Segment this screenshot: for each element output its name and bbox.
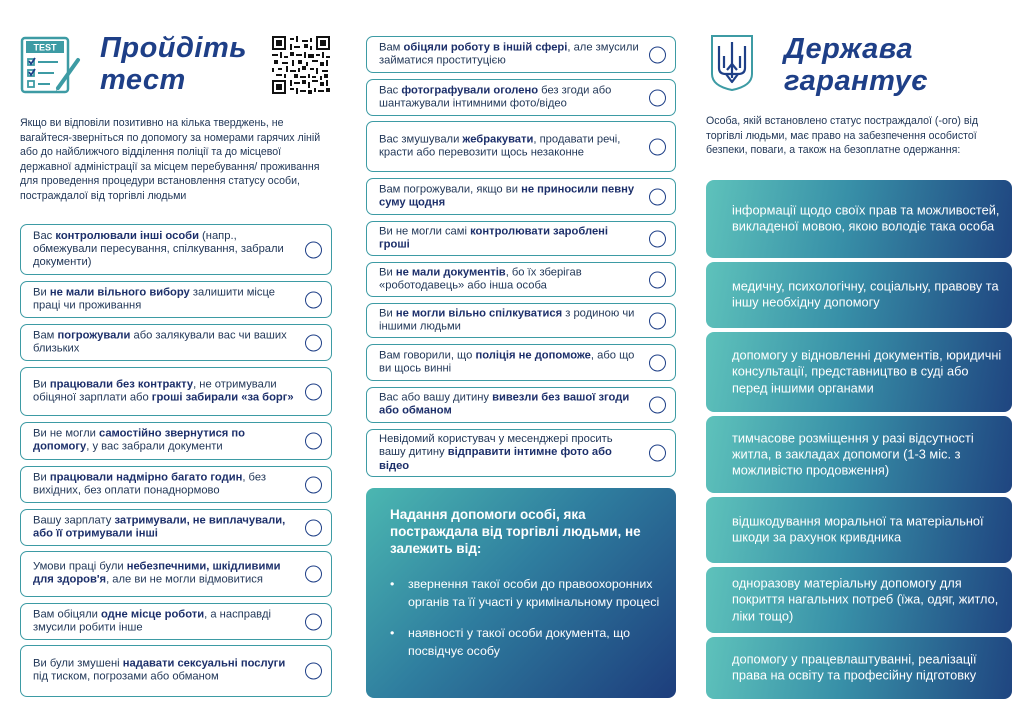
question-segment: Вас [379, 84, 402, 97]
question-text [33, 514, 295, 541]
qr-code-icon[interactable] [272, 36, 330, 94]
guarantee-text: інформації щодо своїх прав та можливостей, викладеної мовою, якою володіє така особа [732, 202, 1000, 234]
answer-checkbox[interactable] [649, 89, 666, 106]
question-emphasis: гроші забирали «за борг» [151, 391, 294, 404]
question-item[interactable] [366, 303, 676, 338]
test-title [100, 32, 247, 96]
question-text [379, 307, 641, 334]
question-item[interactable] [20, 645, 332, 697]
question-emphasis: самостійно звернутися по допомогу [33, 427, 246, 453]
question-item[interactable] [20, 324, 332, 361]
question-emphasis: обіцяли роботу в іншій сфері [403, 41, 568, 54]
question-segment: Ви не могли [33, 427, 99, 440]
panel-item-text: звернення такої особи до правоохоронних органів та її участі у кримінальному процесі [408, 577, 660, 609]
question-text [33, 561, 295, 588]
question-segment: , у вас забрали документи [86, 441, 223, 453]
question-item[interactable] [366, 79, 676, 116]
answer-checkbox[interactable] [305, 291, 322, 308]
answer-checkbox[interactable] [649, 312, 666, 329]
question-item[interactable] [366, 36, 676, 73]
guarantee-text: допомогу у відновленні документів, юридичні консультації, представництво в суді або перед іншими органами [732, 347, 1002, 396]
guarantee-item [706, 416, 1012, 493]
question-segment: Ви не могли самі [379, 225, 471, 238]
question-segment: , або що ви щось винні [379, 349, 635, 375]
question-text [33, 229, 295, 269]
question-emphasis: не мали вільного вибору [49, 286, 190, 299]
question-segment: Вам [33, 329, 58, 342]
question-text [33, 471, 295, 498]
question-emphasis: відправити інтимне фото або відео [379, 446, 612, 472]
question-text [33, 286, 295, 313]
test-intro: Якщо ви відповіли позитивно на кілька тверджень, не вагайтеся-зверніться по допомогу за номерами гарячих ліній або до найближчого відділення поліції та до місцевої державної адміністрації за місцем перебування/ проживання для проведення процедури встановлення статусу особи, постраждалої від торгівлі людьми [20, 117, 321, 202]
bullet-icon: • [390, 577, 395, 591]
question-segment: Ви [379, 266, 396, 279]
question-segment: Ви були змушені [33, 657, 123, 670]
question-text [33, 329, 295, 356]
question-text [33, 608, 295, 635]
guarantee-text: медичну, психологічну, соціальну, правову та іншу необхідну допомогу [732, 278, 999, 310]
panel-item-text: наявності у такої особи документа, що посвідчує особу [408, 626, 631, 658]
question-text [379, 84, 641, 111]
panel-list-item [388, 625, 668, 660]
question-segment: , не отримували обіцяної зарплати або [33, 378, 277, 404]
question-emphasis: не мали документів [395, 266, 506, 279]
answer-checkbox[interactable] [305, 433, 322, 450]
question-emphasis: контролювали інші особи [55, 229, 199, 242]
test-icon-label: TEST [33, 42, 57, 53]
question-text [379, 183, 641, 210]
answer-checkbox[interactable] [305, 241, 322, 258]
question-segment: , без вихідних, без оплати понаднормово [33, 471, 266, 497]
question-segment: залишити місце праці чи проживання [33, 286, 275, 312]
panel-list [388, 576, 668, 674]
answer-checkbox[interactable] [305, 334, 322, 351]
question-text [379, 266, 641, 293]
answer-checkbox[interactable] [649, 271, 666, 288]
guarantee-text: тимчасове розміщення у разі відсутності житла, в закладах допомоги (1-3 міс. з можливістю продовження) [732, 429, 974, 478]
question-item[interactable] [20, 509, 332, 546]
question-item[interactable] [20, 551, 332, 597]
answer-checkbox[interactable] [649, 445, 666, 462]
guarantees-title [784, 33, 928, 97]
question-text [33, 658, 295, 685]
question-segment: Вас або вашу дитину [379, 391, 493, 404]
question-item[interactable] [20, 281, 332, 318]
bullet-icon: • [390, 626, 395, 640]
question-segment: , а насправді змусили робити інше [33, 608, 272, 634]
guarantee-item [706, 332, 1012, 412]
question-emphasis: надавати сексуальні послуги [122, 657, 286, 670]
guarantees-title-line1: Держава [784, 33, 914, 65]
question-segment: з родиною чи іншими людьми [379, 307, 635, 333]
answer-checkbox[interactable] [649, 397, 666, 414]
test-checklist-icon [20, 36, 82, 94]
ukraine-trident-icon [710, 34, 754, 92]
question-emphasis: погрожували [57, 329, 131, 342]
question-segment: Вам погрожували, якщо ви [379, 183, 522, 196]
question-segment: , але ви не могли відмовитися [106, 574, 263, 586]
guarantees-title-line2: гарантує [784, 65, 929, 97]
question-emphasis: працювали надмірно багато годин [49, 471, 243, 484]
guarantee-item [706, 497, 1012, 563]
question-item[interactable] [20, 367, 332, 416]
question-emphasis: не приносили певну суму щодня [379, 183, 635, 209]
question-text [379, 392, 641, 419]
test-title-line2: тест [100, 64, 186, 96]
answer-checkbox[interactable] [305, 383, 322, 400]
question-item[interactable] [366, 344, 676, 381]
question-segment: без згоди або шантажували інтимними фото/відео [379, 84, 612, 110]
help-independence-panel [366, 488, 676, 698]
question-text [33, 428, 295, 455]
guarantees-intro: Особа, якій встановлено статус постраждалої (-ого) від торгівлі людьми, має право на забезпечення особистої безпеки, поваги, а також на безоплатне одержання: [706, 115, 979, 157]
question-text [379, 349, 641, 376]
question-segment: Вам обіцяли [33, 608, 101, 621]
answer-checkbox[interactable] [305, 519, 322, 536]
guarantee-text: одноразову матеріальну допомогу для покриття нагальних потреб (їжа, одяг, житло, ліки тощо) [732, 575, 999, 624]
guarantee-item [706, 262, 1012, 328]
question-segment: або залякували вас чи ваших близьких [33, 329, 287, 355]
question-text [379, 133, 641, 160]
answer-checkbox[interactable] [305, 663, 322, 680]
question-emphasis: вивезли без вашої згоди або обманом [379, 391, 630, 417]
question-segment: Ви [379, 307, 396, 320]
question-segment: , але змусили займатися проституцією [379, 41, 639, 67]
guarantee-item [706, 637, 1012, 699]
panel-title: Надання допомоги особі, яка постраждала від торгівлі людьми, не залежить від: [390, 507, 641, 556]
answer-checkbox[interactable] [649, 230, 666, 247]
guarantee-text: допомогу у працевлаштуванні, реалізації права на освіту та професійну підготовку [732, 651, 977, 683]
question-emphasis: не могли вільно спілкуватися [395, 307, 563, 320]
question-text [33, 378, 295, 405]
question-segment: , продавати речі, красти або перевозити щось незаконне [379, 133, 621, 159]
question-emphasis: небезпечними, шкідливими для здоров'я [33, 560, 281, 586]
question-item[interactable] [366, 221, 676, 256]
question-item[interactable] [20, 224, 332, 275]
question-segment: Невідомий користувач у месенджері просить вашу дитину [379, 432, 613, 459]
question-segment: Ви [33, 378, 50, 391]
question-segment: Ви [33, 471, 50, 484]
answer-checkbox[interactable] [305, 613, 322, 630]
guarantee-item [706, 180, 1012, 258]
question-item[interactable] [366, 429, 676, 477]
question-emphasis: контролювати зароблені гроші [379, 225, 609, 251]
question-segment: Вас [33, 229, 56, 242]
answer-checkbox[interactable] [649, 354, 666, 371]
question-item[interactable] [20, 466, 332, 503]
question-emphasis: працювали без контракту [49, 378, 194, 391]
question-segment: Вашу зарплату [33, 514, 115, 527]
question-item[interactable] [366, 262, 676, 297]
test-title-line1: Пройдіть [100, 32, 247, 64]
question-text [379, 41, 641, 68]
question-emphasis: фотографували оголено [401, 84, 539, 97]
question-segment: Умови праці були [33, 560, 127, 573]
question-text [379, 225, 641, 252]
question-emphasis: одне місце роботи [100, 608, 205, 621]
answer-checkbox[interactable] [649, 138, 666, 155]
question-item[interactable] [20, 422, 332, 460]
question-segment: (напр., обмежували пересування, спілкування, забрали документи) [33, 229, 284, 269]
question-segment: Вас змушували [379, 133, 463, 146]
question-emphasis: жебракувати [462, 133, 534, 146]
question-item[interactable] [366, 121, 676, 172]
question-segment: Ви [33, 286, 50, 299]
question-emphasis: затримували, не виплачували, або її отримували інші [33, 514, 286, 540]
question-segment: , бо їх зберігав «роботодавець» або інша особа [379, 266, 582, 292]
question-emphasis: поліція не допоможе [475, 349, 591, 362]
question-item[interactable] [20, 603, 332, 640]
panel-list-item [388, 576, 668, 611]
question-item[interactable] [366, 387, 676, 423]
answer-checkbox[interactable] [649, 188, 666, 205]
question-segment: Вам говорили, що [379, 349, 476, 362]
question-text [379, 433, 641, 473]
guarantee-item [706, 567, 1012, 633]
question-segment: Вам [379, 41, 404, 54]
guarantee-text: відшкодування моральної та матеріальної шкоди за рахунок кривдника [732, 513, 984, 545]
question-item[interactable] [366, 178, 676, 215]
question-segment: під тиском, погрозами або обманом [33, 671, 219, 683]
answer-checkbox[interactable] [305, 566, 322, 583]
answer-checkbox[interactable] [305, 476, 322, 493]
answer-checkbox[interactable] [649, 46, 666, 63]
